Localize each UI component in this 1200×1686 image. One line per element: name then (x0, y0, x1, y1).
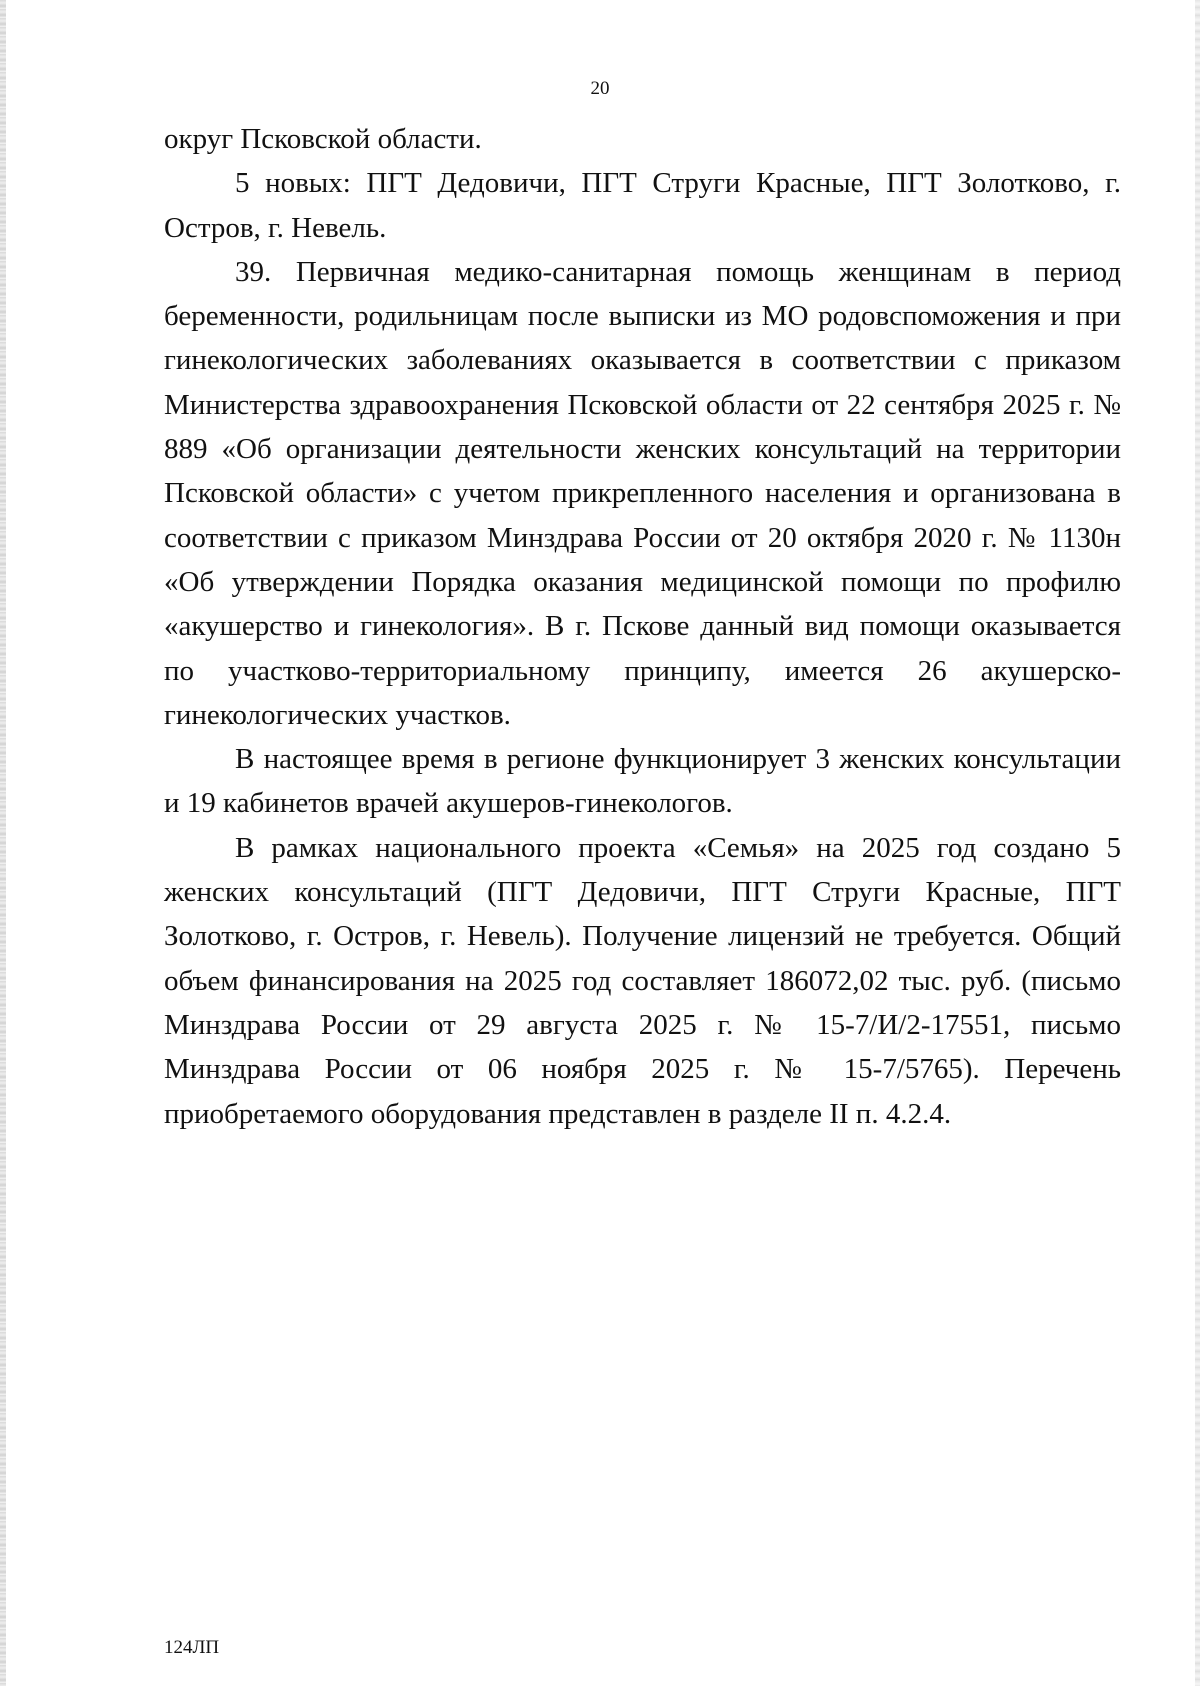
paragraph-new-consultations: 5 новых: ПГТ Дедовичи, ПГТ Струги Красные, ПГТ Золотково, г. Остров, г. Невель. (164, 167, 1121, 244)
paragraph-continuation: округ Псковской области. (164, 123, 482, 155)
scan-edge-left (0, 0, 6, 1686)
scan-edge-right (1195, 0, 1200, 1686)
page-number: 20 (590, 78, 610, 99)
paragraph-item-39: 39. Первичная медико-санитарная помощь женщинам в период беременности, родильницам после выписки из МО родовспоможения и при гинекологических заболеваниях оказывается в соответствии с приказом Министерства здравоохранения Псковской области от 22 сентября 2025 г. № 889 «Об организации деятельности женских консультаций на территории Псковской области» с учетом прикрепленного населения и организована в соответствии с приказом Минздрава России от 20 октября 2020 г. № 1130н «Об утверждении Порядка оказания медицинской помощи по профилю «акушерство и гинекология». В г. Пскове данный вид помощи оказывается по участково-территориальному принципу, имеется 26 акушерско-гинекологических участков. (164, 255, 1121, 731)
document-body (164, 117, 1121, 1136)
paragraph-national-project: В рамках национального проекта «Семья» на 2025 год создано 5 женских консультаций (ПГТ Дедовичи, ПГТ Струги Красные, ПГТ Золотково, г. Остров, г. Невель). Получение лицензий не требуется. Общий объем финансирования на 2025 год составляет 186072,02 тыс. руб. (письмо Минздрава России от 29 августа 2025 г. № 15-7/И/2-17551, письмо Минздрава России от 06 ноября 2025 г. № 15-7/5765). Перечень приобретаемого оборудования представлен в разделе II п. 4.2.4. (164, 831, 1121, 1130)
document-code: 124ЛП (164, 1637, 220, 1658)
paragraph-current-state: В настоящее время в регионе функционирует 3 женских консультации и 19 кабинетов врачей акушеров-гинекологов. (164, 743, 1121, 820)
